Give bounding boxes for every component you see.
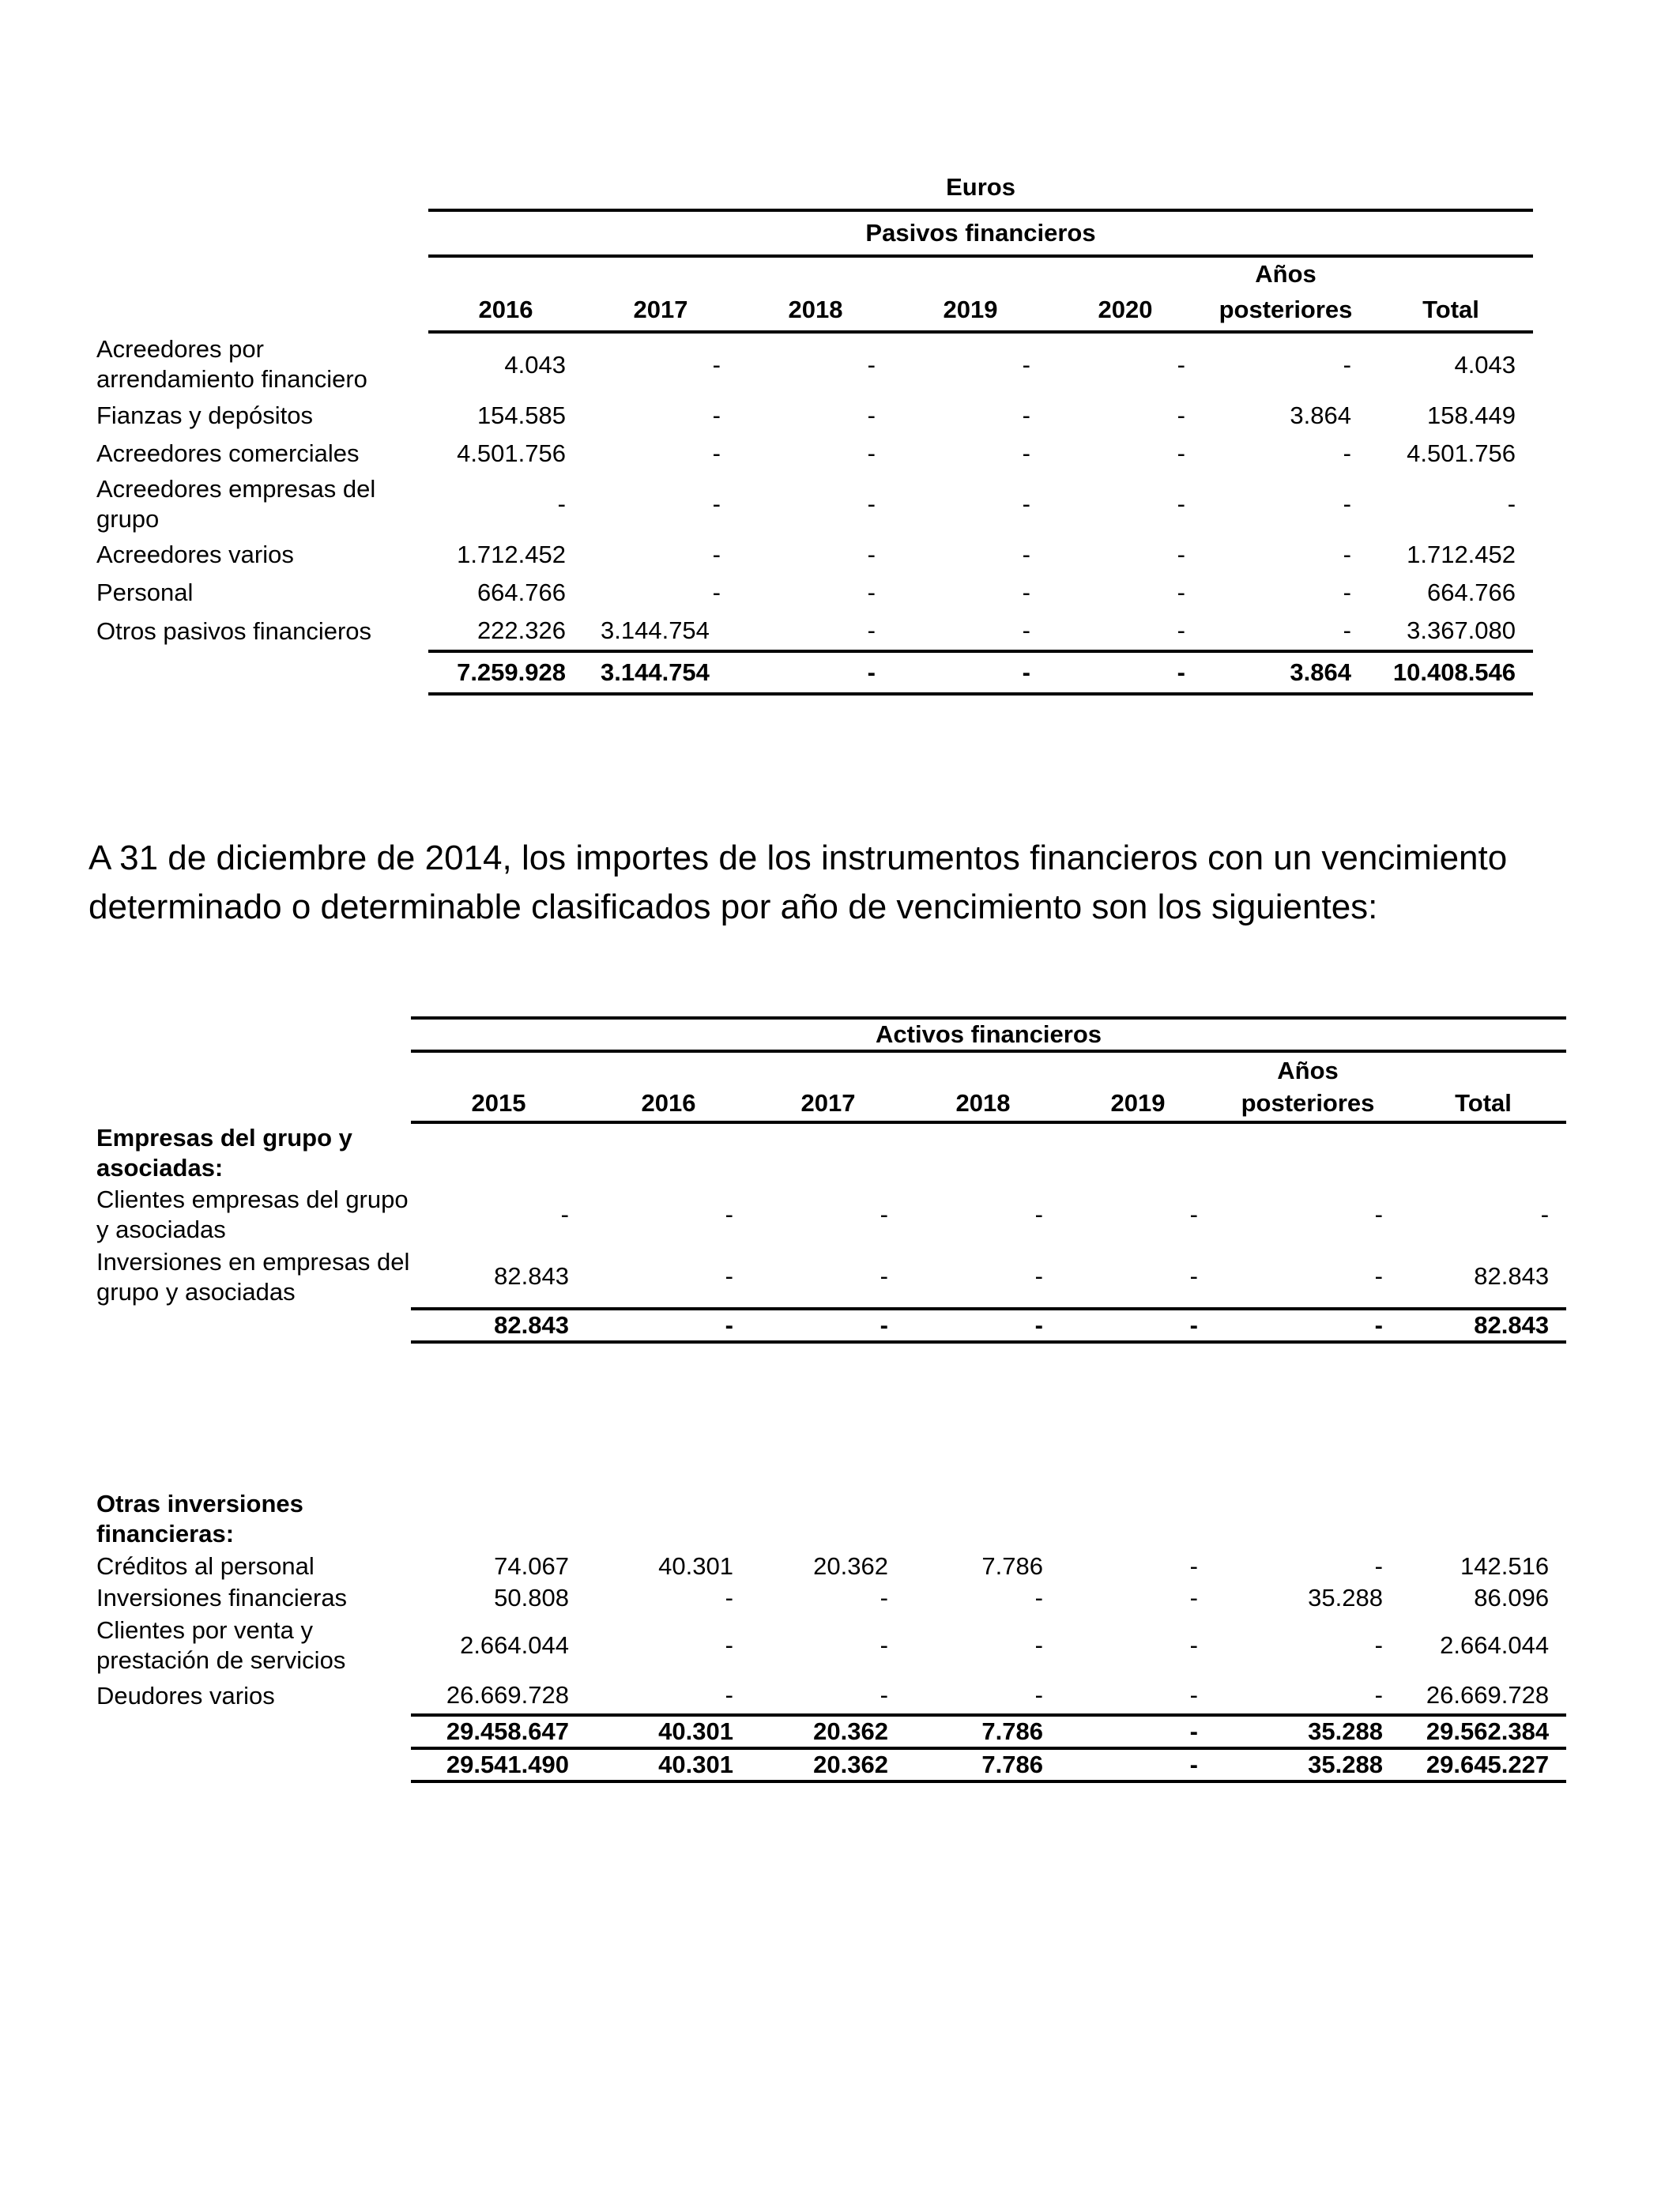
- total-cell: 3.144.754: [583, 651, 738, 694]
- cell: -: [1022, 541, 1030, 568]
- cell: -: [1177, 579, 1185, 606]
- cell: 26.669.728: [446, 1681, 569, 1709]
- cell: -: [1507, 490, 1516, 518]
- cell: 4.043: [504, 351, 566, 379]
- cell: 1.712.452: [457, 541, 566, 568]
- cell: -: [712, 351, 721, 379]
- total-cell: 10.408.546: [1369, 651, 1533, 694]
- subtotal-cell: 20.362: [751, 1715, 906, 1748]
- row-label: Acreedores empresas del grupo: [96, 475, 376, 533]
- cell: -: [725, 1262, 733, 1290]
- cell: -: [867, 541, 876, 568]
- cell: -: [712, 490, 721, 518]
- row-label: Personal: [96, 579, 194, 606]
- cell: 158.449: [1426, 401, 1516, 429]
- col-header: 2018: [738, 289, 893, 332]
- col-header-posteriores: posteriores: [1203, 289, 1369, 332]
- total-cell: 3.864: [1203, 651, 1369, 694]
- cell: 4.501.756: [457, 439, 566, 467]
- cell: -: [1177, 401, 1185, 429]
- cell: 2.664.044: [460, 1631, 569, 1659]
- cell: -: [867, 439, 876, 467]
- cell: 74.067: [494, 1552, 569, 1580]
- col-header-total: Total: [1400, 1086, 1566, 1122]
- cell: -: [725, 1631, 733, 1659]
- col-header-total: Total: [1369, 289, 1533, 332]
- table-row: [96, 1582, 1566, 1614]
- table-row: [96, 612, 1533, 651]
- total-cell: -: [738, 651, 893, 694]
- subtotal-row: [96, 1715, 1566, 1748]
- table-row: [96, 1246, 1566, 1309]
- col-header-posteriores: posteriores: [1215, 1086, 1400, 1122]
- cell: -: [1343, 439, 1351, 467]
- cell: -: [1343, 351, 1351, 379]
- cell: -: [867, 616, 876, 644]
- col-header: 2019: [893, 289, 1048, 332]
- table-row: [96, 397, 1533, 435]
- col-header: 2019: [1060, 1086, 1215, 1122]
- cell: 664.766: [1426, 579, 1516, 606]
- grand-total-cell: 29.645.227: [1400, 1748, 1566, 1781]
- row-label: Clientes por venta y prestación de servicios: [96, 1616, 346, 1674]
- cell: -: [1189, 1201, 1198, 1228]
- subtotal-cell: 35.288: [1215, 1715, 1400, 1748]
- grand-total-cell: 29.541.490: [411, 1748, 586, 1781]
- subtotal-row: [96, 1309, 1566, 1342]
- table-row: [96, 1184, 1566, 1246]
- col-header: 2017: [751, 1086, 906, 1122]
- cell: 4.043: [1454, 351, 1516, 379]
- cell: 2.664.044: [1440, 1631, 1550, 1659]
- cell: 40.301: [658, 1552, 733, 1580]
- grand-total-cell: 7.786: [906, 1748, 1060, 1781]
- group-title: Activos financieros: [411, 1018, 1566, 1051]
- cell: 222.326: [477, 616, 566, 644]
- grand-total-cell: 20.362: [751, 1748, 906, 1781]
- cell: 82.843: [494, 1262, 569, 1290]
- cell: -: [1189, 1262, 1198, 1290]
- body-paragraph: A 31 de diciembre de 2014, los importes de los instrumentos financieros con un vencimiento determinado o determinable clasificados por año de vencimiento son los siguientes:: [89, 839, 1508, 926]
- cell: 3.367.080: [1407, 616, 1516, 644]
- activos-financieros-table: [96, 1016, 1566, 1783]
- subtotal-cell: -: [906, 1309, 1060, 1342]
- subtotal-cell: 40.301: [586, 1715, 751, 1748]
- row-label: Acreedores por arrendamiento financiero: [96, 335, 367, 393]
- cell: -: [1343, 579, 1351, 606]
- cell: -: [880, 1262, 888, 1290]
- row-label: Créditos al personal: [96, 1552, 315, 1580]
- table-row: [96, 1551, 1566, 1582]
- header-anos: Años: [1277, 1057, 1339, 1084]
- subtotal-cell: 82.843: [411, 1309, 586, 1342]
- cell: -: [1189, 1584, 1198, 1612]
- subtotal-cell: -: [586, 1309, 751, 1342]
- cell: -: [1022, 616, 1030, 644]
- cell: 1.712.452: [1407, 541, 1516, 568]
- table-row: [96, 1677, 1566, 1715]
- col-header: 2016: [428, 289, 583, 332]
- row-label: Fianzas y depósitos: [96, 401, 313, 429]
- table-row: [96, 473, 1533, 536]
- cell: 82.843: [1474, 1262, 1550, 1290]
- grand-total-cell: 35.288: [1215, 1748, 1400, 1781]
- cell: -: [1189, 1552, 1198, 1580]
- table-row: [96, 536, 1533, 574]
- cell: -: [1374, 1552, 1383, 1580]
- subtotal-cell: 7.786: [906, 1715, 1060, 1748]
- cell: -: [712, 401, 721, 429]
- cell: 142.516: [1460, 1552, 1550, 1580]
- cell: 35.288: [1308, 1584, 1383, 1612]
- cell: -: [1034, 1681, 1043, 1709]
- cell: 7.786: [981, 1552, 1043, 1580]
- grand-total-cell: 40.301: [586, 1748, 751, 1781]
- cell: -: [712, 579, 721, 606]
- col-header: 2017: [583, 289, 738, 332]
- subtotal-cell: 29.458.647: [411, 1715, 586, 1748]
- cell: 3.864: [1290, 401, 1351, 429]
- subtotal-cell: 29.562.384: [1400, 1715, 1566, 1748]
- row-label: Inversiones financieras: [96, 1584, 348, 1612]
- total-row: [96, 651, 1533, 694]
- table-row: [96, 1614, 1566, 1677]
- cell: 50.808: [494, 1584, 569, 1612]
- col-header: 2015: [411, 1086, 586, 1122]
- subtotal-cell: -: [1060, 1309, 1215, 1342]
- cell: -: [1022, 351, 1030, 379]
- cell: -: [712, 439, 721, 467]
- col-header: 2018: [906, 1086, 1060, 1122]
- cell: -: [867, 579, 876, 606]
- cell: -: [880, 1631, 888, 1659]
- cell: -: [1034, 1262, 1043, 1290]
- cell: -: [867, 401, 876, 429]
- cell: 664.766: [477, 579, 566, 606]
- col-header: 2020: [1048, 289, 1203, 332]
- row-label: Acreedores comerciales: [96, 439, 360, 467]
- cell: 86.096: [1474, 1584, 1550, 1612]
- cell: -: [867, 351, 876, 379]
- cell: 20.362: [813, 1552, 888, 1580]
- cell: -: [1177, 541, 1185, 568]
- header-anos: Años: [1255, 260, 1317, 288]
- cell: -: [1540, 1201, 1550, 1228]
- cell: -: [560, 1201, 569, 1228]
- table-row: [96, 435, 1533, 473]
- cell: -: [725, 1681, 733, 1709]
- pasivos-financieros-table: [96, 166, 1533, 696]
- cell: -: [1374, 1631, 1383, 1659]
- subtotal-cell: -: [751, 1309, 906, 1342]
- row-label: Inversiones en empresas del grupo y asociadas: [96, 1248, 410, 1306]
- cell: -: [1177, 351, 1185, 379]
- cell: -: [1189, 1681, 1198, 1709]
- row-label: Otros pasivos financieros: [96, 617, 372, 645]
- cell: -: [1374, 1262, 1383, 1290]
- cell: 26.669.728: [1426, 1681, 1550, 1709]
- subtotal-cell: 82.843: [1400, 1309, 1566, 1342]
- table-row: [96, 332, 1533, 397]
- cell: -: [712, 541, 721, 568]
- cell: -: [1177, 616, 1185, 644]
- currency-label: Euros: [428, 166, 1533, 210]
- col-header: 2016: [586, 1086, 751, 1122]
- cell: -: [1343, 490, 1351, 518]
- total-cell: -: [893, 651, 1048, 694]
- row-label: Acreedores varios: [96, 541, 294, 568]
- cell: -: [880, 1584, 888, 1612]
- subtotal-cell: -: [1060, 1715, 1215, 1748]
- cell: -: [725, 1201, 733, 1228]
- cell: -: [1343, 616, 1351, 644]
- section-title: Otras inversiones financieras:: [96, 1490, 303, 1547]
- cell: -: [1177, 490, 1185, 518]
- cell: -: [867, 490, 876, 518]
- cell: -: [725, 1584, 733, 1612]
- cell: 3.144.754: [601, 616, 710, 644]
- group-title: Pasivos financieros: [428, 210, 1533, 256]
- subtotal-cell: -: [1215, 1309, 1400, 1342]
- cell: -: [1343, 541, 1351, 568]
- cell: -: [1034, 1201, 1043, 1228]
- cell: -: [1374, 1201, 1383, 1228]
- section-title: Empresas del grupo y asociadas:: [96, 1124, 352, 1182]
- cell: -: [1022, 439, 1030, 467]
- row-label: Deudores varios: [96, 1682, 275, 1710]
- grand-total-row: [96, 1748, 1566, 1781]
- cell: -: [1177, 439, 1185, 467]
- grand-total-cell: -: [1060, 1748, 1215, 1781]
- cell: 4.501.756: [1407, 439, 1516, 467]
- cell: -: [1374, 1681, 1383, 1709]
- cell: -: [1189, 1631, 1198, 1659]
- cell: -: [1034, 1631, 1043, 1659]
- cell: -: [880, 1201, 888, 1228]
- cell: -: [1022, 490, 1030, 518]
- cell: -: [880, 1681, 888, 1709]
- total-cell: 7.259.928: [428, 651, 583, 694]
- cell: -: [1034, 1584, 1043, 1612]
- cell: -: [557, 490, 566, 518]
- cell: 154.585: [477, 401, 566, 429]
- cell: -: [1022, 401, 1030, 429]
- table-row: [96, 574, 1533, 612]
- row-label: Clientes empresas del grupo y asociadas: [96, 1186, 409, 1243]
- cell: -: [1022, 579, 1030, 606]
- total-cell: -: [1048, 651, 1203, 694]
